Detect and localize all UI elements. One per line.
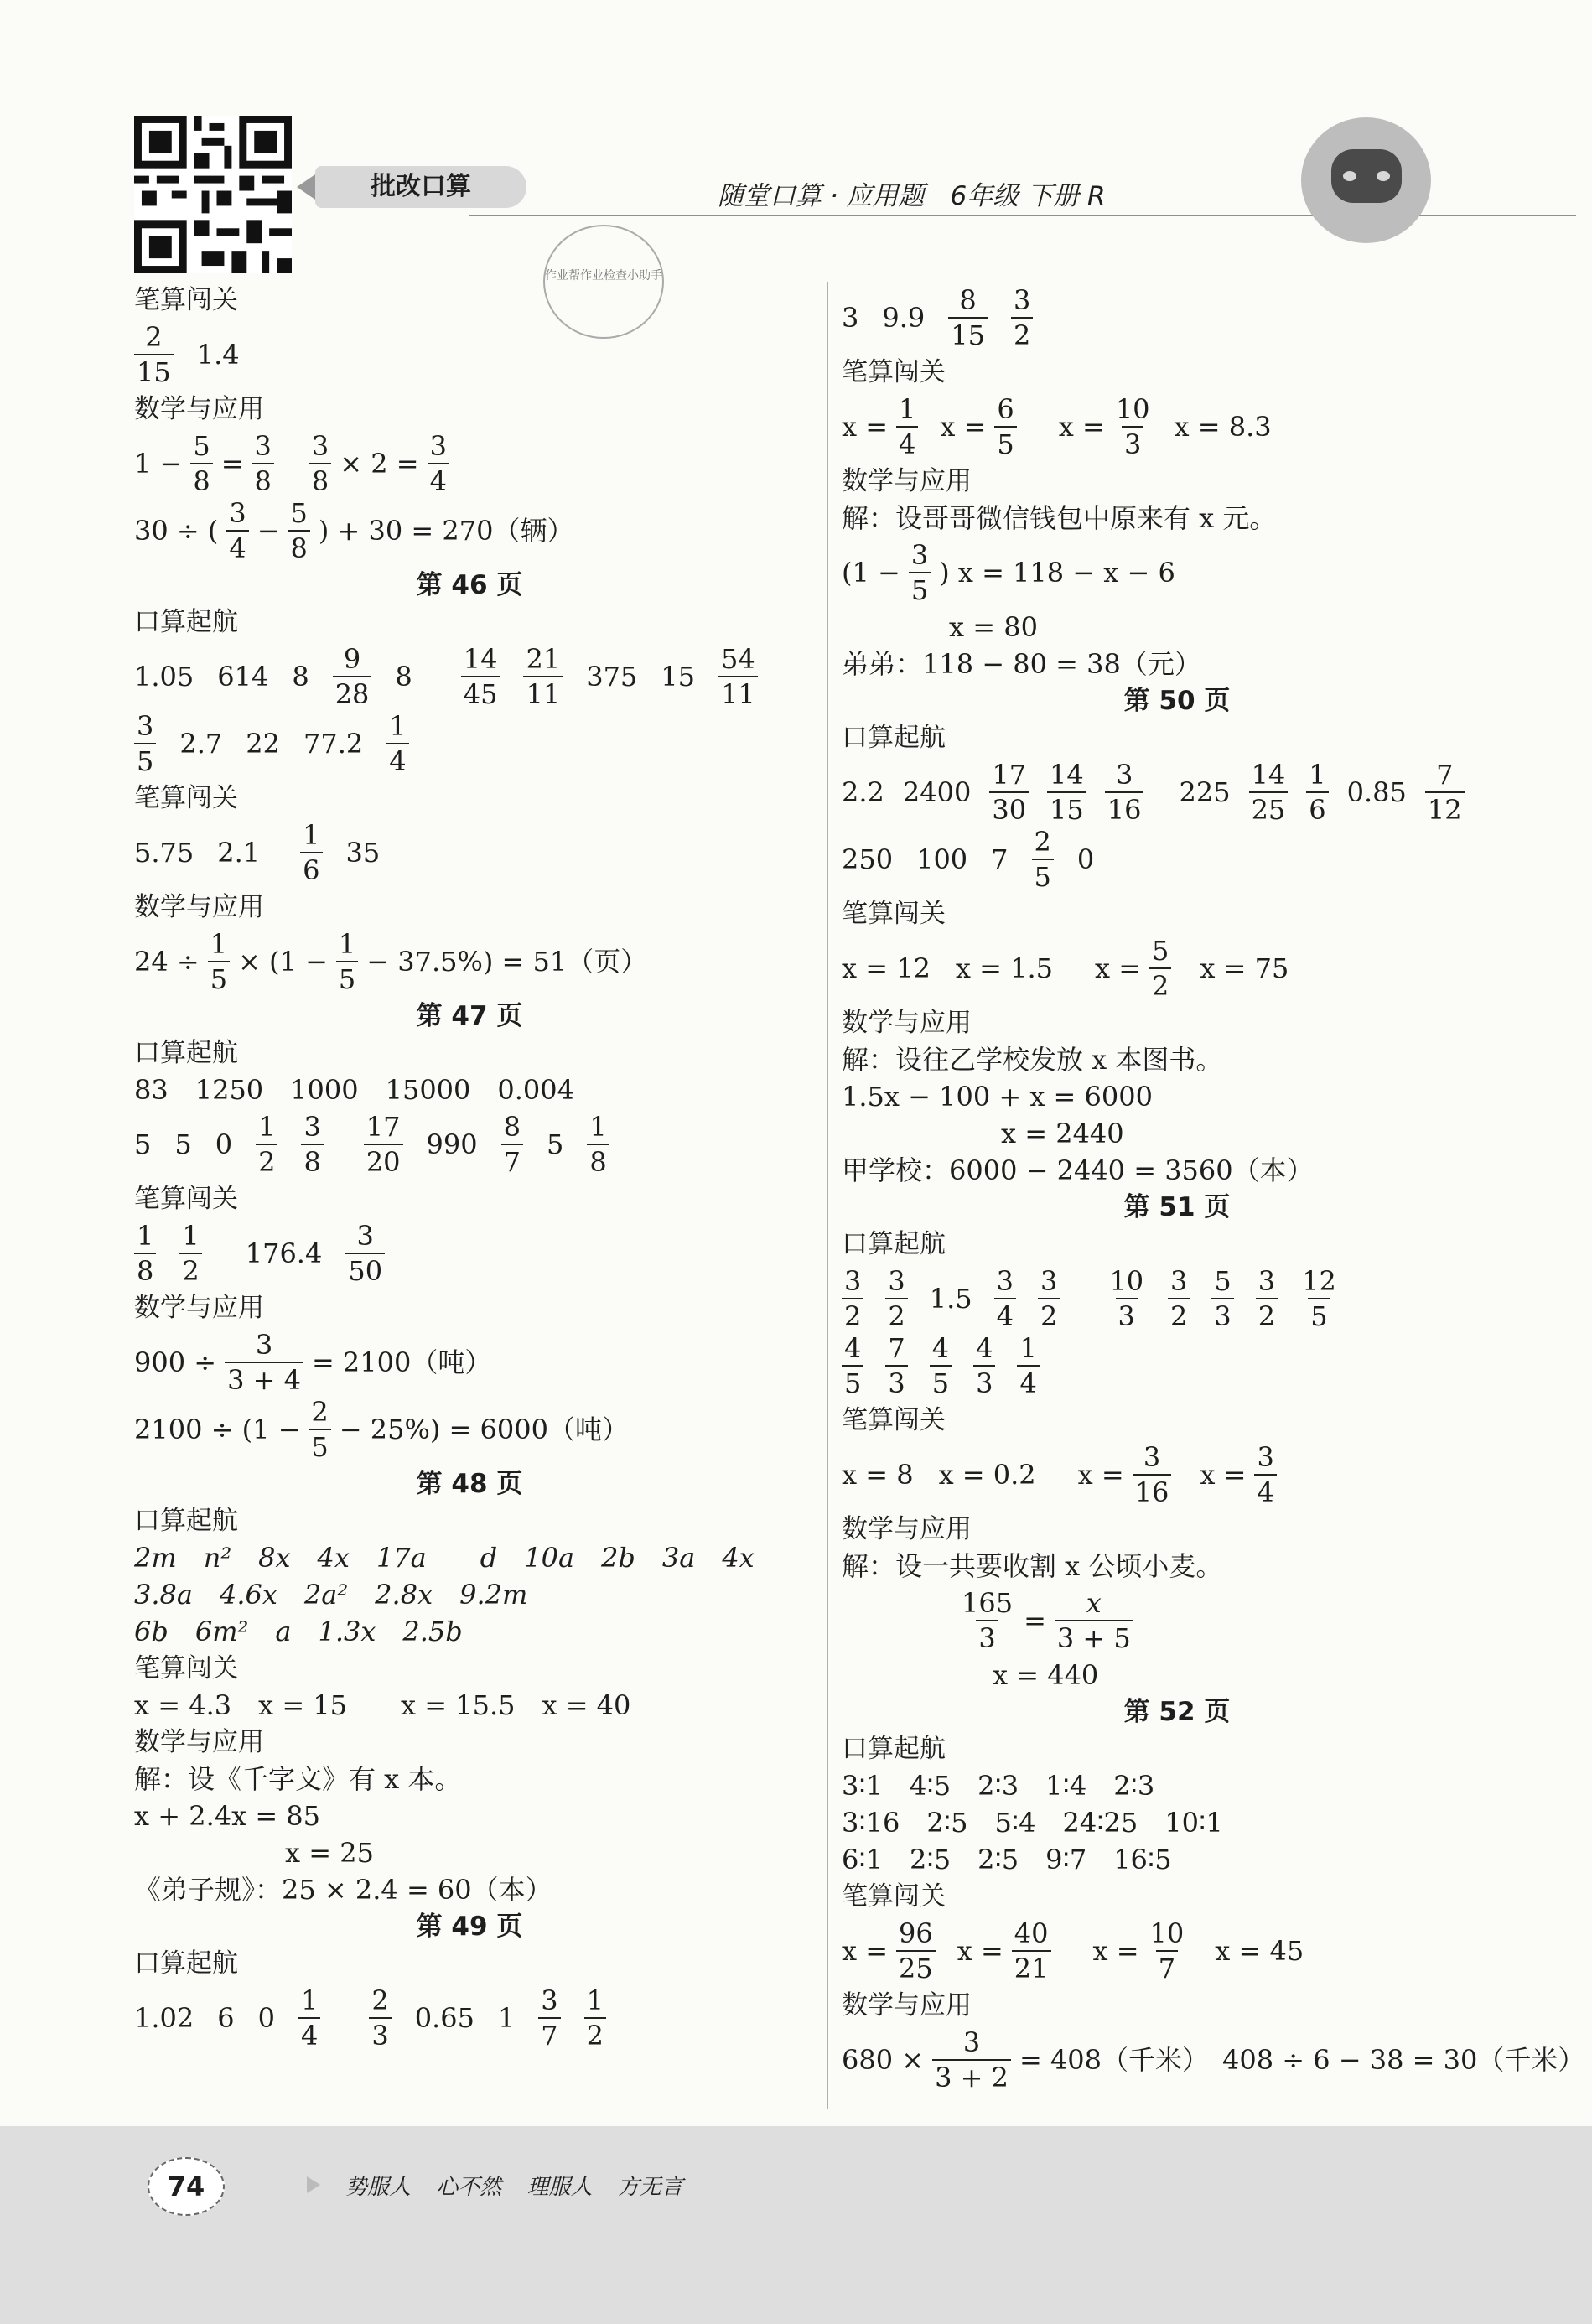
column-divider xyxy=(827,282,828,2109)
page-heading: 第 48 页 xyxy=(416,1469,523,1499)
section-label: 数学与应用 xyxy=(842,1008,972,1038)
play-arrow-icon xyxy=(307,2176,320,2193)
answer-line: 3∶1 4∶5 2∶3 1∶4 2∶3 xyxy=(842,1770,1155,1802)
page-heading: 第 46 页 xyxy=(416,570,523,600)
answer-row: 5 5 0 1 2 3 8 17 20 990 8 7 5 1 8 xyxy=(134,1113,805,1175)
solution-line: 解：设《千字文》有 x 本。 xyxy=(134,1763,462,1795)
answer-line: 6b 6m² a 1.3x 2.5b xyxy=(134,1616,463,1647)
qr-code xyxy=(134,116,292,273)
solution-line: x = 25 xyxy=(285,1837,374,1869)
left-column xyxy=(134,282,805,2054)
section-label: 口算起航 xyxy=(134,607,238,637)
section-tag: 批改口算 xyxy=(315,166,526,208)
section-label: 笔算闯关 xyxy=(842,1881,946,1912)
page-heading: 第 50 页 xyxy=(1123,686,1231,716)
equation: 30 ÷ ( 3 4 − $\frac{5}{8}$ ) + 30 = 270（辆） xyxy=(134,497,574,564)
equation: 680 × $\frac{3}{3 + 2}$ = 408（千米） 408 ÷ 6 − 38 = 30（千米） xyxy=(842,2026,1585,2093)
solution-line: 甲学校：6000 − 2440 = 3560（本） xyxy=(842,1154,1314,1186)
answer-row xyxy=(134,321,805,388)
section-label: 数学与应用 xyxy=(842,1514,972,1544)
answer-line: x = 4.3 x = 15 x = 15.5 x = 40 xyxy=(134,1689,631,1721)
equation: (1 − $\frac{3}{5}$ ) x = 118 − x − 6 xyxy=(842,539,1175,606)
solution-line: 《弟子规》：25 × 2.4 = 60（本） xyxy=(134,1874,552,1906)
section-label: 数学与应用 xyxy=(134,1727,264,1757)
solution-line: x = 2440 xyxy=(1001,1118,1124,1149)
solution-line: 解：设一共要收割 x 公顷小麦。 xyxy=(842,1550,1223,1582)
equation: $\frac{165}{3}$ = $\frac{x}{3 + 5}$ xyxy=(842,1590,1512,1652)
answer-row: 4 5 7 3 4 5 4 3 1 4 xyxy=(842,1335,1512,1397)
equation: 24 ÷ $\frac{1}{5}$ × (1 − $\frac{1}{5}$ − 37.5%) = 51（页） xyxy=(134,928,648,995)
answer-row: x = $\frac{1}{4}$ x = $\frac{6}{5}$ x = $\frac{10}{3}$ x = 8.3 xyxy=(842,393,1272,460)
page-heading: 第 47 页 xyxy=(416,1001,523,1031)
page-number: 74 xyxy=(148,2157,225,2216)
answer-row: x = $\frac{96}{25}$ x = $\frac{40}{21}$ x = $\frac{10}{7}$ x = 45 xyxy=(842,1917,1304,1984)
right-column xyxy=(842,282,1585,2096)
section-label: 笔算闯关 xyxy=(134,783,238,813)
section-label: 口算起航 xyxy=(134,1038,238,1068)
equation: 1 − $\frac{5}{8}$ = $\frac{3}{8}$ $\frac{3}{8}$ × 2 = $\frac{3}{4}$ xyxy=(134,433,805,495)
answer-row: 3 2 3 2 1.5 3 4 3 2 10 3 3 2 5 3 3 2 12 5 xyxy=(842,1268,1512,1330)
answer-line: 3∶16 2∶5 5∶4 24∶25 10∶1 xyxy=(842,1807,1223,1839)
answer-line: 3.8a 4.6x 2a² 2.8x 9.2m xyxy=(134,1579,528,1611)
answer-row: 1 8 1 2 176.4 3 50 xyxy=(134,1222,805,1284)
answer-line: 6∶1 2∶5 2∶5 9∶7 16∶5 xyxy=(842,1844,1172,1875)
section-label: 笔算闯关 xyxy=(842,1405,946,1435)
page-heading: 第 51 页 xyxy=(1123,1192,1231,1222)
answer-row: 2.2 2400 17 30 14 15 3 16 225 14 25 1 6 0.85 7 12 xyxy=(842,761,1512,823)
section-label: 口算起航 xyxy=(842,1229,946,1259)
answer-line: 2m n² 8x 4x 17a d 10a 2b 3a 4x xyxy=(134,1542,755,1574)
solution-line: 1.5x − 100 + x = 6000 xyxy=(842,1081,1153,1113)
fraction: 2 15 xyxy=(134,324,174,386)
equation: 900 ÷ $\frac{3}{3 + 4}$ = 2100（吨） xyxy=(134,1329,492,1396)
solution-line: x = 440 xyxy=(993,1659,1099,1691)
equation: 2100 ÷ (1 − $\frac{2}{5}$ − 25%) = 6000（吨） xyxy=(134,1396,629,1463)
answer-row: 5.75 2.1 1 6 35 xyxy=(134,819,381,886)
answer-line: 83 1250 1000 15000 0.004 xyxy=(134,1074,575,1106)
answer-row: 250 100 7 2 5 0 xyxy=(842,826,1095,893)
section-label: 数学与应用 xyxy=(134,1293,264,1323)
section-label: 数学与应用 xyxy=(134,892,264,922)
section-label: 笔算闯关 xyxy=(134,1184,238,1214)
answer: 1.4 xyxy=(196,339,240,371)
series-title: 随堂口算 · 应用题 6年级 下册 R xyxy=(718,181,1106,211)
section-label: 口算起航 xyxy=(842,1734,946,1764)
footer-band xyxy=(0,2126,1592,2324)
solution-line: x = 80 xyxy=(949,611,1038,643)
answer-row: 1.05 614 8 9 28 8 14 45 21 11 375 15 54 11 xyxy=(134,646,805,708)
page-heading: 第 52 页 xyxy=(1123,1697,1231,1727)
section-label: 笔算闯关 xyxy=(842,357,946,387)
solution-line: 解：设哥哥微信钱包中原来有 x 元。 xyxy=(842,502,1277,534)
footer-motto: 势服人 心不然 理服人 方无言 xyxy=(345,2175,683,2200)
answer-row: x = 12 x = 1.5 x = $\frac{5}{2}$ x = 75 xyxy=(842,935,1289,1002)
answer-row: 3 9.9 8 15 3 2 xyxy=(842,287,1512,349)
solution-line: x + 2.4x = 85 xyxy=(134,1800,321,1832)
section-label: 笔算闯关 xyxy=(134,285,238,315)
answer-row: 1.02 6 0 1 4 2 3 0.65 1 3 7 1 2 xyxy=(134,1987,805,2049)
section-label: 数学与应用 xyxy=(842,1990,972,2021)
section-label: 口算起航 xyxy=(842,723,946,753)
section-label: 笔算闯关 xyxy=(134,1653,238,1683)
answer-row: 3 5 2.7 22 77.2 1 4 xyxy=(134,713,805,775)
solution-line: 解：设往乙学校发放 x 本图书。 xyxy=(842,1044,1223,1076)
solution-line: 弟弟：118 − 80 = 38（元） xyxy=(842,648,1201,680)
robot-mascot-icon xyxy=(1301,117,1431,243)
section-label: 口算起航 xyxy=(134,1948,238,1979)
section-label: 数学与应用 xyxy=(134,394,264,424)
section-label: 笔算闯关 xyxy=(842,899,946,929)
section-label: 口算起航 xyxy=(134,1506,238,1536)
page-heading: 第 49 页 xyxy=(416,1912,523,1942)
section-label: 数学与应用 xyxy=(842,466,972,496)
answer-row: x = 8 x = 0.2 x = $\frac{3}{16}$ x = $\frac{3}{4}$ xyxy=(842,1444,1512,1506)
stamp-text: 作业帮作业检查小助手 xyxy=(545,269,662,283)
